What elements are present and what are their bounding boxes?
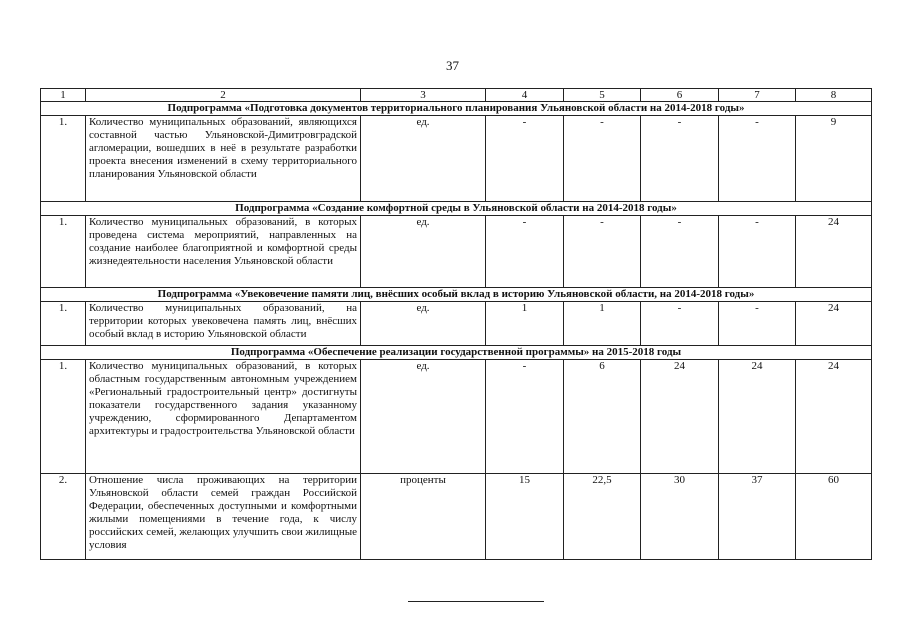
table-row <box>41 360 872 474</box>
column-number: 5 <box>564 89 641 102</box>
value-cell: - <box>641 302 719 346</box>
row-number: 2. <box>41 474 86 560</box>
column-number: 8 <box>796 89 872 102</box>
section-title: Подпрограмма «Создание комфортной среды в Ульяновской области на 2014-2018 годы» <box>41 202 872 216</box>
unit-cell: проценты <box>361 474 486 560</box>
column-number: 7 <box>719 89 796 102</box>
table-row <box>41 302 872 346</box>
unit-cell: ед. <box>361 302 486 346</box>
value-cell: 1 <box>486 302 564 346</box>
value-cell: 24 <box>796 360 872 474</box>
section-header-row <box>41 288 872 302</box>
value-cell: - <box>564 116 641 202</box>
unit-cell: ед. <box>361 116 486 202</box>
indicator-description: Количество муниципальных образований, в которых проведена система мероприятий, направленных на создание наиболее благоприятной и комфортной среды жизнедеятельности населения Ульяновской области <box>86 216 361 288</box>
column-number: 2 <box>86 89 361 102</box>
section-title: Подпрограмма «Подготовка документов территориального планирования Ульяновской области на 2014-2018 годы» <box>41 102 872 116</box>
value-cell: 24 <box>796 216 872 288</box>
value-cell: 24 <box>641 360 719 474</box>
section-title: Подпрограмма «Увековечение памяти лиц, внёсших особый вклад в историю Ульяновской области, на 2014-2018 годы» <box>41 288 872 302</box>
row-number: 1. <box>41 116 86 202</box>
value-cell: - <box>486 360 564 474</box>
value-cell: - <box>719 116 796 202</box>
value-cell: 6 <box>564 360 641 474</box>
section-header-row <box>41 202 872 216</box>
unit-cell: ед. <box>361 216 486 288</box>
value-cell: 37 <box>719 474 796 560</box>
column-number: 6 <box>641 89 719 102</box>
row-number: 1. <box>41 216 86 288</box>
value-cell: 15 <box>486 474 564 560</box>
indicator-description: Количество муниципальных образований, на территории которых увековечена память лиц, внёсших особый вклад в историю Ульяновской области <box>86 302 361 346</box>
value-cell: 30 <box>641 474 719 560</box>
value-cell: 24 <box>719 360 796 474</box>
value-cell: 1 <box>564 302 641 346</box>
column-number: 4 <box>486 89 564 102</box>
value-cell: - <box>719 216 796 288</box>
section-title: Подпрограмма «Обеспечение реализации государственной программы» на 2015-2018 годы <box>41 346 872 360</box>
row-number: 1. <box>41 360 86 474</box>
value-cell: 60 <box>796 474 872 560</box>
value-cell: - <box>486 216 564 288</box>
section-header-row <box>41 102 872 116</box>
section-header-row <box>41 346 872 360</box>
value-cell: 9 <box>796 116 872 202</box>
row-number: 1. <box>41 302 86 346</box>
value-cell: 24 <box>796 302 872 346</box>
value-cell: - <box>564 216 641 288</box>
value-cell: - <box>486 116 564 202</box>
footnote-separator-line <box>408 601 544 602</box>
value-cell: - <box>641 116 719 202</box>
indicators-table <box>40 88 872 560</box>
column-number: 1 <box>41 89 86 102</box>
value-cell: - <box>641 216 719 288</box>
indicator-description: Отношение числа проживающих на территории Ульяновской области семей граждан Российской Федерации, обеспеченных доступными и комфортными жилыми помещениями в течение года, к числу российских семей, желающих улучшить свои жилищные условия <box>86 474 361 560</box>
page-number: 37 <box>446 58 459 73</box>
value-cell: 22,5 <box>564 474 641 560</box>
unit-cell: ед. <box>361 360 486 474</box>
column-number: 3 <box>361 89 486 102</box>
table-row <box>41 116 872 202</box>
indicator-description: Количество муниципальных образований, в которых областным государственным автономным учреждением «Региональный градостроительный центр» достигнуты показатели государственного задания указанному учреждению, сформированного Департаментом архитектуры и градостроительства Ульяновской области <box>86 360 361 474</box>
indicator-description: Количество муниципальных образований, являющихся составной частью Ульяновской-Димитровградской агломерации, вошедших в неё в результате разработки проекта внесения изменений в схему территориального планирования Ульяновской области <box>86 116 361 202</box>
column-number-row <box>41 89 872 102</box>
table-row <box>41 474 872 560</box>
value-cell: - <box>719 302 796 346</box>
table-row <box>41 216 872 288</box>
